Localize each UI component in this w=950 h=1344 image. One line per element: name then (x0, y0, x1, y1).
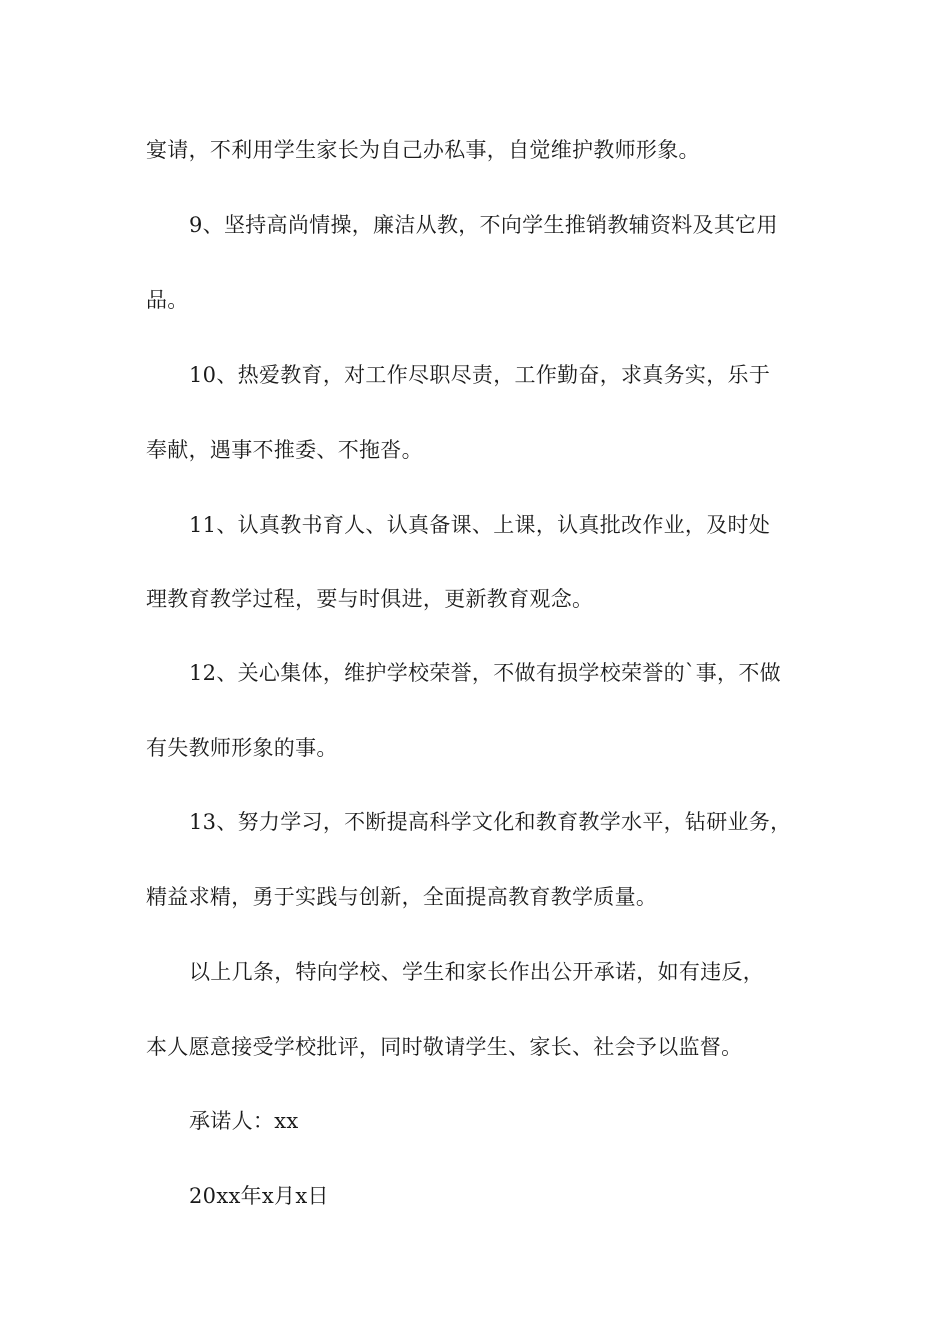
date-line: 20xx年x月x日 (189, 1184, 329, 1208)
item-9-line: 9、坚持高尚情操，廉洁从教，不向学生推销教辅资料及其它用 (189, 213, 778, 237)
text-line: 品。 (146, 288, 189, 312)
text-line: 有失教师形象的事。 (146, 736, 338, 760)
text-line: 精益求精，勇于实践与创新，全面提高教育教学质量。 (146, 885, 658, 909)
text-line: 理教育教学过程，要与时俱进，更新教育观念。 (146, 587, 594, 611)
item-12-line: 12、关心集体，维护学校荣誉，不做有损学校荣誉的`事，不做 (189, 661, 781, 685)
signatory-line: 承诺人：xx (189, 1109, 299, 1133)
text-line: 奉献，遇事不推委、不拖沓。 (146, 438, 423, 462)
text-line: 本人愿意接受学校批评，同时敬请学生、家长、社会予以监督。 (146, 1035, 743, 1059)
item-13-line: 13、努力学习，不断提高科学文化和教育教学水平，钻研业务， (189, 810, 792, 834)
item-11-line: 11、认真教书育人、认真备课、上课，认真批改作业，及时处 (189, 513, 771, 537)
closing-statement-line: 以上几条，特向学校、学生和家长作出公开承诺，如有违反， (189, 960, 765, 984)
item-10-line: 10、热爱教育，对工作尽职尽责，工作勤奋，求真务实，乐于 (189, 363, 771, 387)
text-line: 宴请，不利用学生家长为自己办私事，自觉维护教师形象。 (146, 138, 700, 162)
